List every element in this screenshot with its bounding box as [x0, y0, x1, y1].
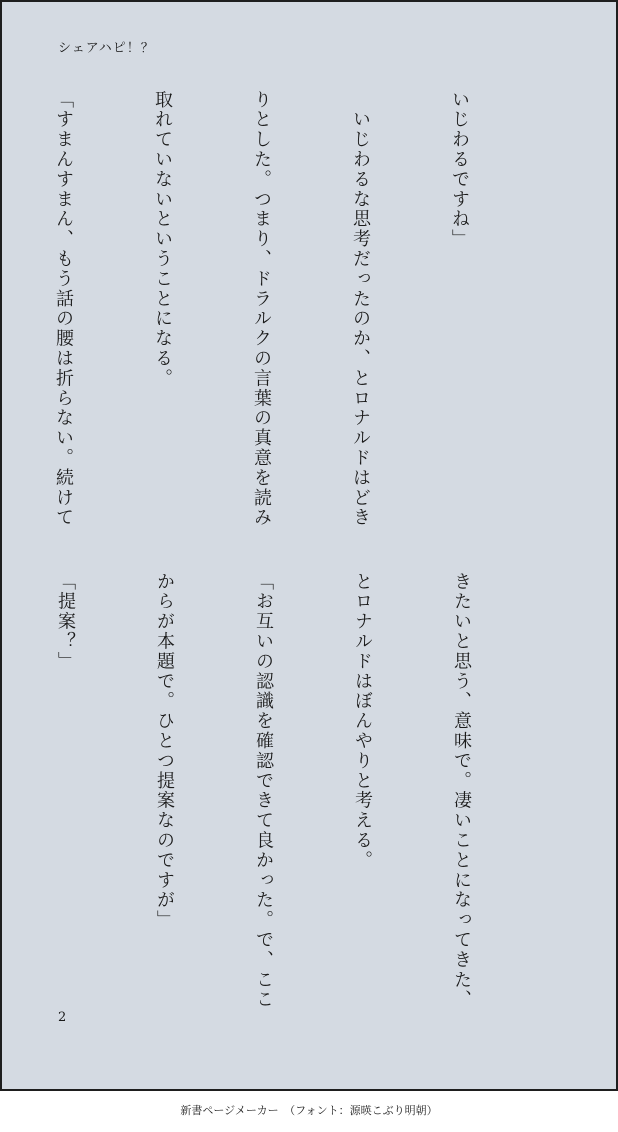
text-line: からが本題で。ひとつ提案なのですが」: [154, 572, 175, 931]
text-line: 「お互いの認識を確認できて良かった。で、ここ: [253, 572, 274, 1010]
text-line: りとした。つまり、ドラルクの言葉の真意を読み: [251, 90, 272, 528]
text-line: とロナルドはぼんやりと考える。: [352, 572, 373, 871]
page-number: 2: [58, 1010, 67, 1025]
text-line: いじわるですね」: [449, 90, 470, 250]
running-header: シェアハピ！？: [58, 41, 155, 56]
footer-credit: 新書ページメーカー （フォント：源暎こぶり明朝）: [180, 1104, 438, 1117]
text-line: きたいと思う、意味で。凄いことになってきた、: [451, 572, 472, 1010]
text-line: 「提案？」: [55, 572, 76, 672]
text-line: 「すまんすまん、もう話の腰は折らない。続けて: [53, 90, 74, 528]
text-column-top: [0, 90, 542, 530]
text-line: 取れていないということになる。: [152, 90, 173, 389]
text-line: いじわるな思考だったのか、とロナルドはどき: [350, 90, 371, 528]
text-column-bottom: [0, 572, 544, 1012]
